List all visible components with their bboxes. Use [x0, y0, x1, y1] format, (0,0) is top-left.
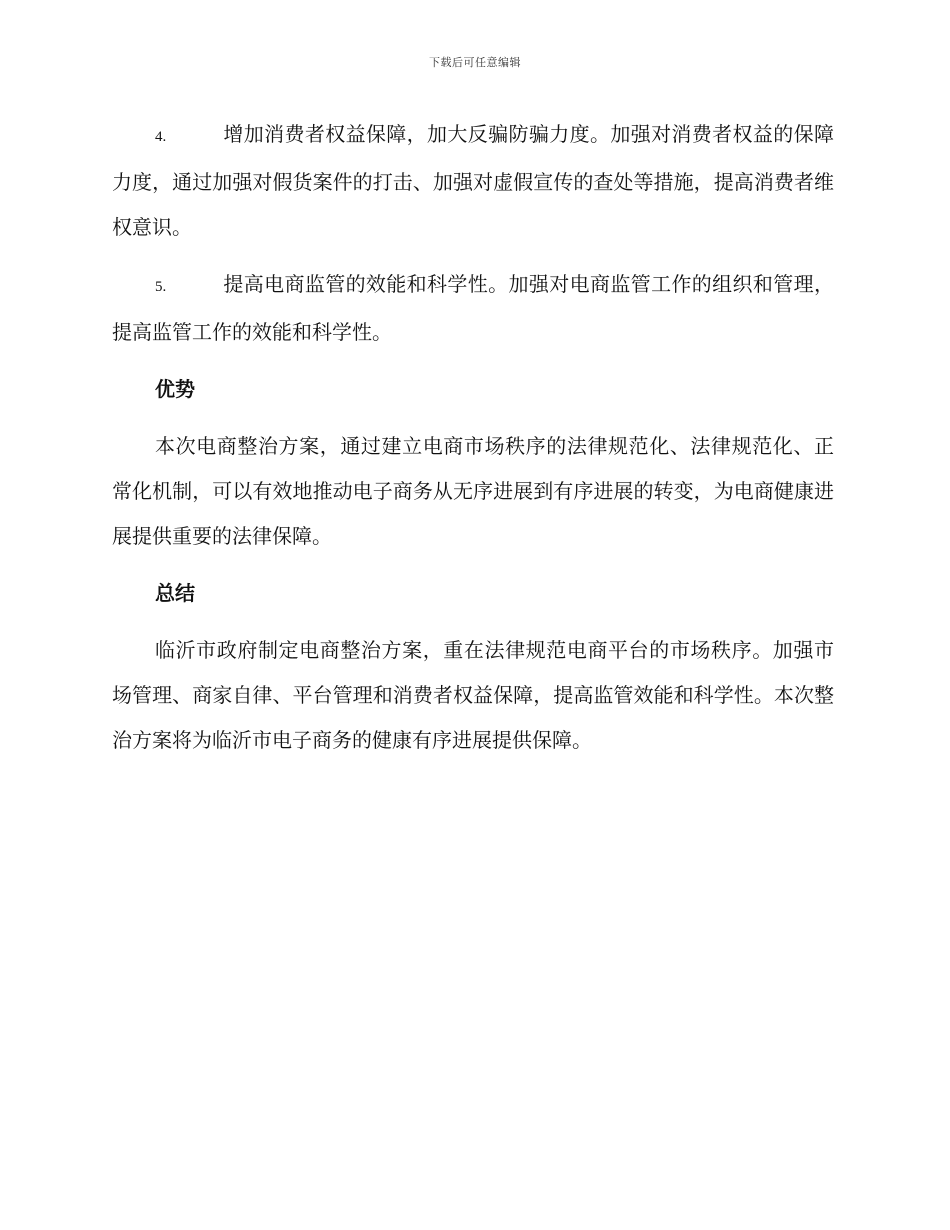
- section-heading-advantages: 优势: [155, 377, 195, 401]
- page-header-note: 下载后可任意编辑: [429, 56, 521, 69]
- list-item-number: 4.: [155, 129, 167, 145]
- list-item-4: [112, 112, 834, 250]
- list-item-text: 增加消费者权益保障，加大反骗防骗力度。加强对消费者权益的保障力度，通过加强对假货案件的打击、加强对虚假宣传的查处等措施，提高消费者维权意识。: [112, 122, 834, 239]
- list-item-text: 提高电商监管的效能和科学性。加强对电商监管工作的组织和管理，提高监管工作的效能和科学性。: [112, 272, 834, 344]
- summary-paragraph: 临沂市政府制定电商整治方案，重在法律规范电商平台的市场秩序。加强市场管理、商家自律、平台管理和消费者权益保障，提高监管效能和科学性。本次整治方案将为临沂市电子商务的健康有序进展提供保障。: [112, 638, 834, 752]
- section-heading-summary: 总结: [155, 581, 195, 605]
- advantages-paragraph: 本次电商整治方案，通过建立电商市场秩序的法律规范化、法律规范化、正常化机制，可以有效地推动电子商务从无序进展到有序进展的转变，为电商健康进展提供重要的法律保障。: [112, 434, 834, 548]
- document-body: [112, 112, 834, 775]
- list-item-number: 5.: [155, 279, 167, 295]
- list-item-5: [112, 262, 834, 355]
